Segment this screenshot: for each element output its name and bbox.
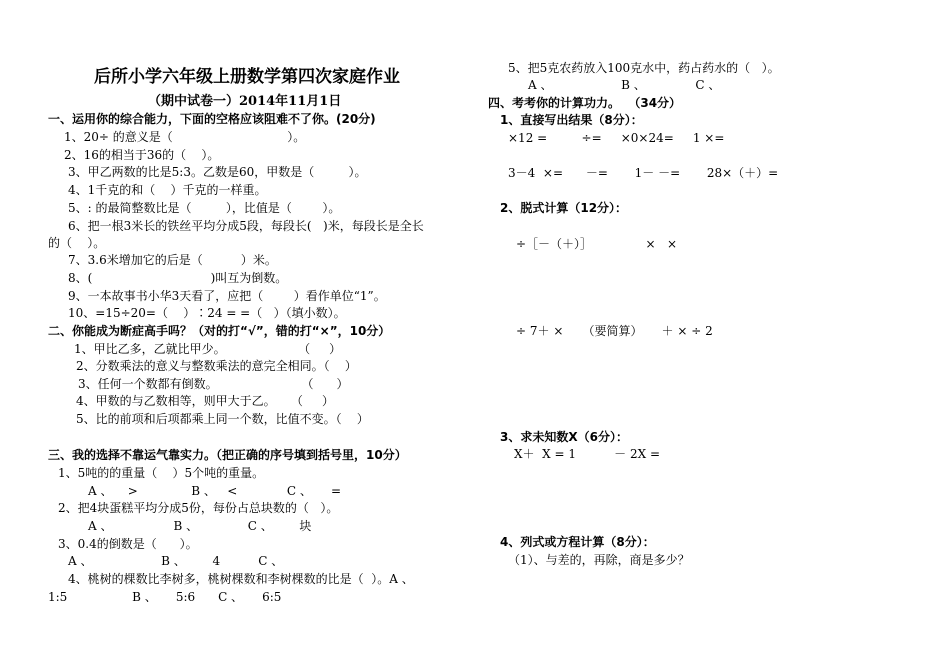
part-1-row-2: 3－4 ×= －= 1－ －= 28×（＋）= — [508, 166, 779, 180]
s3-question-3: 3、0.4的倒数是（ ）。 — [58, 537, 198, 551]
s2-question-2: 2、分数乘法的意义与整数乘法的意完全相同。（ ） — [76, 359, 357, 373]
s1-question-4: 4、1千克的和（ ）千克的一样重。 — [68, 183, 267, 197]
part-4-heading: 4、列式或方程计算（8分）： — [500, 535, 655, 549]
page-subtitle: （期中试卷一）2014年11月1日 — [148, 94, 342, 109]
s3-question-5: 5、把5克农药放入100克水中，药占药水的（ ）。 — [508, 61, 780, 75]
s2-question-5: 5、比的前项和后项都乘上同一个数，比值不变。（ ） — [76, 412, 369, 426]
s1-question-3: 3、甲乙两数的比是5:3。乙数是60，甲数是（ ）。 — [68, 165, 367, 179]
part-1-heading: 1、直接写出结果（8分）： — [500, 113, 643, 127]
s3-question-4: 4、桃树的棵数比李树多，桃树棵数和李树棵数的比是（ ）。A 、 — [68, 572, 414, 586]
s3-question-4-options: 1:5 B 、 5:6 C 、 6:5 — [48, 590, 282, 604]
s2-question-1: 1、甲比乙多，乙就比甲少。 （ ） — [74, 342, 342, 356]
s1-question-5: 5、: 的最简整数比是（ ），比值是（ ）。 — [68, 201, 341, 215]
part-2-row-2: ÷ 7＋ × （要简算） ＋ × ÷ 2 — [516, 324, 713, 338]
s1-question-7: 7、3.6米增加它的后是（ ）米。 — [68, 253, 277, 267]
section-3-heading: 三、我的选择不靠运气靠实力。（把正确的序号填到括号里，10分） — [48, 448, 407, 462]
s1-question-1: 1、20÷ 的意义是（ ）。 — [64, 130, 306, 144]
s3-question-1: 1、5吨的的重量（ ）5个吨的重量。 — [58, 466, 265, 480]
section-2-heading: 二、你能成为断症高手吗？（对的打“√”，错的打“×”，10分） — [48, 324, 391, 338]
part-3-row-1: X＋ X = 1 － 2X = — [514, 447, 661, 461]
page-title: 后所小学六年级上册数学第四次家庭作业 — [94, 67, 400, 87]
section-4-heading: 四、考考你的计算功力。 （34分） — [488, 96, 682, 110]
s2-question-3: 3、任何一个数都有倒数。 （ ） — [78, 377, 349, 391]
s3-question-1-options: A 、 > B 、 < C 、 = — [88, 484, 342, 498]
s1-question-6-cont: 的（ ）。 — [48, 236, 106, 250]
s1-question-2: 2、16的相当于36的（ ）。 — [64, 148, 220, 162]
s1-question-8: 8、( )叫互为倒数。 — [68, 271, 288, 285]
part-3-heading: 3、求未知数X（6分）： — [500, 430, 628, 444]
s2-question-4: 4、甲数的与乙数相等，则甲大于乙。 （ ） — [76, 394, 334, 408]
s3-question-2-options: A 、 B 、 C 、 块 — [88, 519, 312, 533]
part-4-question-1: （1）、与差的，再除，商是多少？ — [508, 553, 690, 567]
part-1-row-1: ×12 = ÷= ×0×24= 1 ×= — [508, 131, 725, 145]
s1-question-6: 6、把一根3米长的铁丝平均分成5段，每段长( )米，每段长是全长 — [68, 219, 424, 233]
section-1-heading: 一、运用你的综合能力，下面的空格应该阻难不了你。(20分) — [48, 112, 376, 126]
part-2-row-1: ÷［－（＋）］ × × — [516, 237, 678, 251]
part-2-heading: 2、脱式计算（12分）： — [500, 201, 628, 215]
s1-question-9: 9、一本故事书小华3天看了，应把（ ）看作单位“1”。 — [68, 289, 386, 303]
s3-question-2: 2、把4块蛋糕平均分成5份，每份占总块数的（ ）。 — [58, 501, 339, 515]
s1-question-10: 10、=15÷20=（ ）∶24 = =（ ）（填小数）。 — [68, 306, 346, 320]
s3-question-5-options: A 、 B 、 C 、 — [528, 78, 721, 92]
s3-question-3-options: A 、 B 、 4 C 、 — [68, 554, 284, 568]
